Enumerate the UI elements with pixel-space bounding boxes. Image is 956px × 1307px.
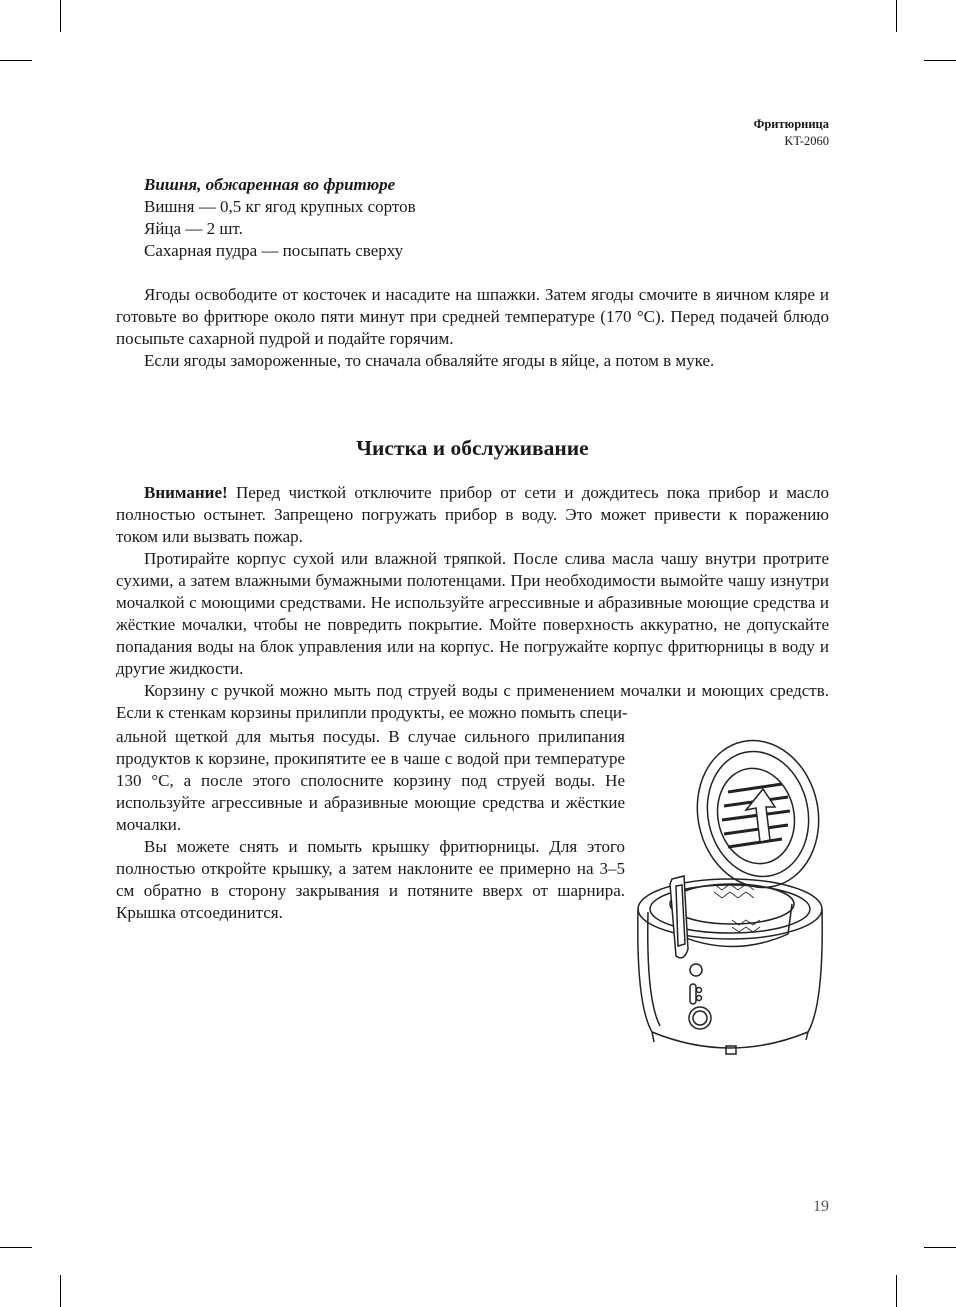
cleaning-narrow-column [116, 726, 625, 924]
deep-fryer-illustration [632, 734, 828, 1060]
deep-fryer-icon [632, 734, 828, 1060]
header-title: Фритюрница [753, 117, 829, 131]
crop-mark [60, 1275, 61, 1307]
crop-mark [60, 0, 61, 32]
warning-label: Внимание! [144, 483, 228, 502]
cleaning-section [116, 482, 829, 724]
page-number: 19 [813, 1198, 829, 1215]
crop-mark [924, 60, 956, 61]
crop-mark [0, 1247, 32, 1248]
cleaning-paragraph: Корзину с ручкой можно мыть под струей воды с применением мочалки и моющих средств. Если к стенкам корзины прилипли продукты, ее можно помыть специ- [116, 681, 829, 722]
cleaning-paragraph: Протирайте корпус сухой или влажной тряпкой. После слива масла чашу внутри протрите сухими, а затем влажными бумажными полотенцами. При необходимости вымойте чашу изнутри мочалкой с моющими средствами. Не используйте агрессивные и абразивные моющие средства и жёсткие мочалки, чтобы не повредить покрытие. Мойте поверхность аккуратно, не допускайте попадания воды на блок управления или на корпус. Не погружайте корпус фритюрницы в воду и другие жидкости. [116, 549, 829, 678]
warning-paragraph [116, 482, 829, 548]
method-paragraph: Ягоды освободите от косточек и насадите на шпажки. Затем ягоды смочите в яичном кляре и готовьте во фритюре около пяти минут при средней температуре (170 °С). Перед подачей блюдо посыпьте сахарной пудрой и подайте горячим. [116, 285, 829, 348]
header-model: KT-2060 [784, 134, 829, 148]
recipe-method [116, 284, 829, 372]
crop-mark [0, 60, 32, 61]
ingredient-line: Яйца — 2 шт. [144, 219, 243, 238]
cleaning-paragraph: Вы можете снять и помыть крышку фритюрницы. Для этого полностью откройте крышку, а затем наклоните ее примерно на 3–5 см обратно в сторону закрывания и потяните вверх от шарнира. Крышка отсоединится. [116, 837, 625, 922]
recipe-title: Вишня, обжаренная во фритюре [144, 175, 396, 194]
method-paragraph: Если ягоды замороженные, то сначала обваляйте ягоды в яйце, а потом в муке. [144, 351, 715, 370]
crop-mark [924, 1247, 956, 1248]
crop-mark [896, 0, 897, 32]
ingredient-line: Вишня — 0,5 кг ягод крупных сортов [144, 197, 416, 216]
running-header [754, 116, 829, 150]
section-title: Чистка и обслуживание [356, 436, 589, 460]
crop-mark [896, 1275, 897, 1307]
cleaning-paragraph: альной щеткой для мытья посуды. В случае сильного прилипания продуктов к корзине, прокипятите ее в чаше с водой при температуре 130 °С, а после этого сполосните корзину под струей воды. Не используйте агрессивные и абразивные моющие средства и жёсткие мочалки. [116, 727, 625, 834]
recipe-block [116, 174, 829, 262]
warning-text: Перед чисткой отключите прибор от сети и дождитесь пока прибор и масло полностью остынет. Запрещено погружать прибор в воду. Это может привести к поражению током или вызвать пожар. [116, 483, 829, 546]
ingredient-line: Сахарная пудра — посыпать сверху [144, 241, 404, 260]
